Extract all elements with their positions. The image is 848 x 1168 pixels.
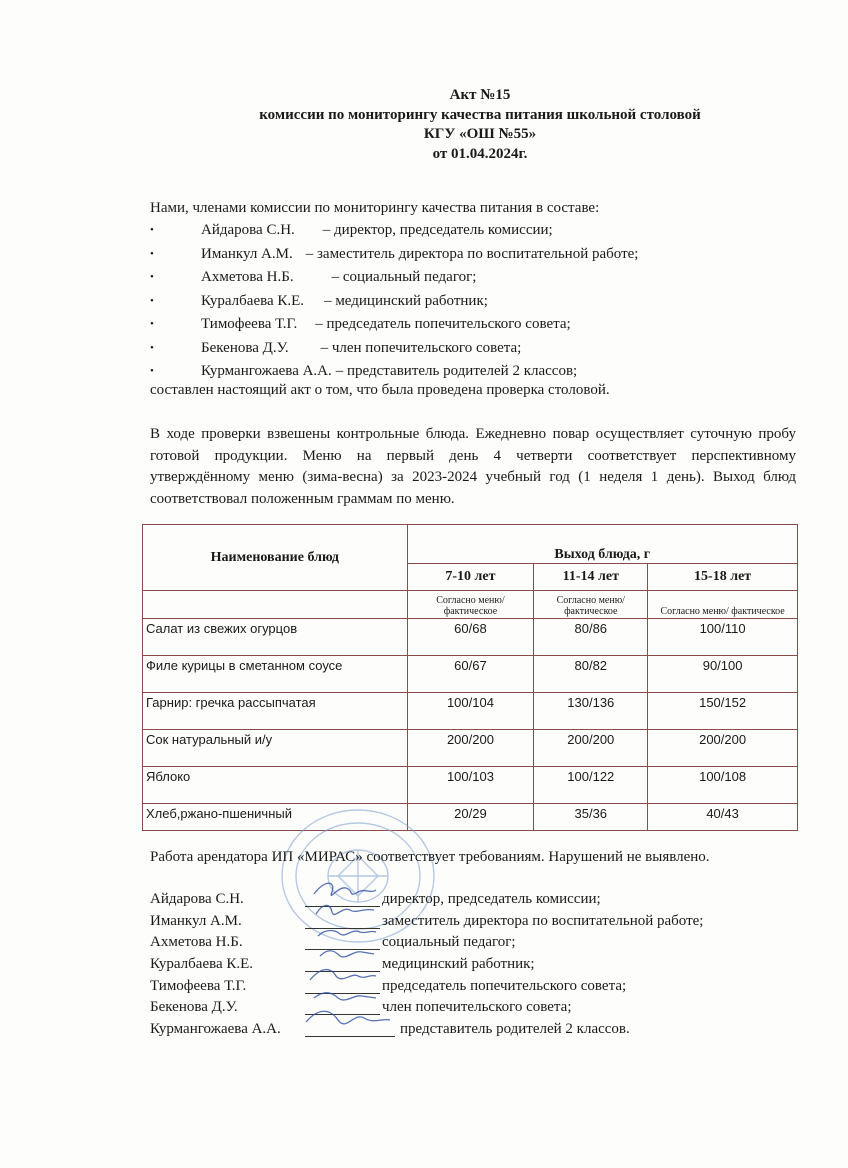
member-role: – социальный педагог; [331, 269, 477, 285]
dish-value: 60/67 [407, 656, 534, 693]
dish-value: 150/152 [648, 693, 798, 730]
dish-value: 100/104 [407, 693, 534, 730]
member-role: – член попечительского совета; [320, 339, 522, 356]
member-role: – представитель родителей 2 классов; [335, 363, 578, 379]
signer-name: Куралбаева К.Е. [150, 956, 254, 973]
dish-value: 40/43 [648, 804, 798, 831]
signer-role: социальный педагог; [382, 934, 516, 951]
dish-value: 60/68 [407, 619, 534, 656]
signer-name: Курмангожаева А.А. [150, 1021, 281, 1038]
dish-value: 90/100 [648, 656, 798, 693]
table-row [143, 693, 798, 730]
column-header-dish: Наименование блюд [143, 525, 408, 591]
signer-role: заместитель директора по воспитательной работе; [382, 912, 704, 929]
member-name: Иманкул А.М. [201, 245, 293, 262]
table-row [143, 619, 798, 656]
act-subject: комиссии по мониторингу качества питания школьной столовой [259, 106, 701, 123]
subheader-row [143, 591, 798, 619]
signer-role: представитель родителей 2 классов. [400, 1021, 630, 1038]
signer-name: Айдарова С.Н. [150, 891, 244, 907]
table-row [143, 767, 798, 804]
dish-value: 200/200 [407, 730, 534, 767]
bullet-icon: • [150, 247, 154, 260]
signer-name: Тимофеева Т.Г. [150, 977, 247, 994]
subheader-cell: Согласно меню/ фактическое [534, 591, 648, 619]
dish-value: 200/200 [648, 730, 798, 767]
age-group-header: 7-10 лет [407, 564, 534, 591]
signer-role: директор, председатель комиссии; [382, 891, 601, 907]
member-name: Тимофеева Т.Г. [201, 316, 298, 332]
signer-name: Иманкул А.М. [150, 912, 242, 929]
dish-value: 200/200 [534, 730, 648, 767]
bullet-icon: • [150, 294, 154, 307]
member-role: – заместитель директора по воспитательной работе; [305, 245, 639, 262]
dish-name: Филе курицы в сметанном соусе [143, 656, 408, 693]
dish-value: 100/122 [534, 767, 648, 804]
member-name: Куралбаева К.Е. [201, 292, 305, 309]
document-header [0, 86, 848, 164]
age-group-header: 11-14 лет [534, 564, 648, 591]
column-header-output: Выход блюда, г [407, 525, 797, 564]
subheader-empty-cell [143, 591, 408, 619]
signer-name: Ахметова Н.Б. [150, 934, 243, 951]
intro-text: Нами, членами комиссии по мониторингу качества питания в составе: [150, 200, 600, 216]
dish-value: 80/86 [534, 619, 648, 656]
table-row [143, 804, 798, 831]
organization-name: КГУ «ОШ №55» [423, 126, 537, 142]
bullet-icon: • [150, 224, 154, 236]
inspection-text: В ходе проверки взвешены контрольные блюда. Ежедневно повар осуществляет суточную пробу готовой продукции. Меню на первый день 4 четверти соответствует перспективному утверждённому меню (зима-весна) за 2023-2024 учебный год (1 неделя 1 день). Выход блюд соответствовал положенным граммам по меню. [150, 426, 796, 507]
table-header-row [143, 525, 798, 564]
inspection-paragraph [150, 424, 796, 510]
dish-value: 100/103 [407, 767, 534, 804]
signer-role: член попечительского совета; [382, 999, 572, 1016]
menu-output-table [142, 524, 798, 831]
closing-sentence: составлен настоящий акт о том, что была проведена проверка столовой. [150, 382, 610, 398]
dish-value: 35/36 [534, 804, 648, 831]
subheader-cell: Согласно меню/ фактическое [407, 591, 534, 619]
bullet-icon: • [150, 341, 154, 354]
dish-name: Салат из свежих огурцов [143, 619, 408, 656]
subheader-cell: Согласно меню/ фактическое [648, 591, 798, 619]
handwritten-signatures-icon [296, 872, 396, 1047]
member-name: Айдарова С.Н. [201, 222, 295, 238]
dish-name: Хлеб,ржано-пшеничный [143, 804, 408, 831]
dish-value: 100/108 [648, 767, 798, 804]
act-number: Акт №15 [449, 87, 511, 103]
bullet-icon: • [150, 365, 154, 377]
table-row [143, 730, 798, 767]
dish-value: 20/29 [407, 804, 534, 831]
member-name: Ахметова Н.Б. [201, 269, 294, 285]
dish-value: 80/82 [534, 656, 648, 693]
act-date: от 01.04.2024г. [432, 145, 528, 162]
member-role: – председатель попечительского совета; [315, 316, 571, 332]
signer-role: председатель попечительского совета; [382, 977, 627, 994]
dish-value: 100/110 [648, 619, 798, 656]
table-row [143, 656, 798, 693]
dish-name: Сок натуральный и/у [143, 730, 408, 767]
dish-name: Яблоко [143, 767, 408, 804]
signer-name: Бекенова Д.У. [150, 999, 238, 1016]
dish-value: 130/136 [534, 693, 648, 730]
bullet-icon: • [150, 318, 154, 330]
bullet-icon: • [150, 271, 154, 283]
dish-name: Гарнир: гречка рассыпчатая [143, 693, 408, 730]
member-role: – директор, председатель комиссии; [322, 222, 553, 238]
member-name: Курмангожаева А.А. [201, 363, 332, 379]
signer-role: медицинский работник; [382, 956, 535, 973]
member-role: – медицинский работник; [324, 292, 488, 309]
member-name: Бекенова Д.У. [201, 339, 289, 356]
conclusion-text: Работа арендатора ИП «МИРАС» соответствует требованиям. Нарушений не выявлено. [150, 849, 710, 865]
age-group-header: 15-18 лет [648, 564, 798, 591]
